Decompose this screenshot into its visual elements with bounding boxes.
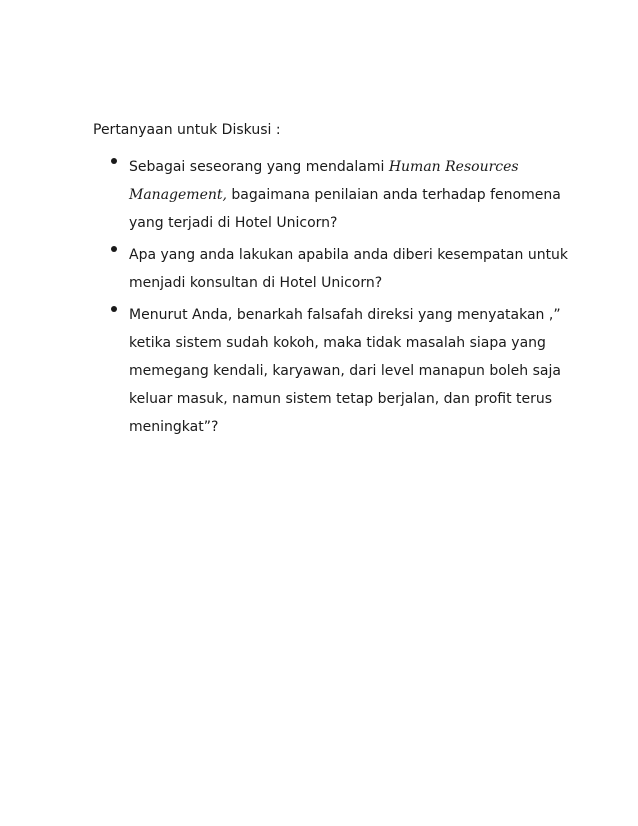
question-1-italic-b: Management, (129, 187, 227, 203)
question-3-line-4: keluar masuk, namun sistem tetap berjalan, dan profit terus (129, 391, 553, 407)
question-item-2 (93, 236, 569, 302)
bullet-icon (111, 158, 117, 164)
question-2-line-2: menjadi konsultan di Hotel Unicorn? (129, 275, 383, 291)
question-2-line-1: Apa yang anda lakukan apabila anda diberi kesempatan untuk (129, 247, 569, 263)
question-3-line-1: Menurut Anda, benarkah falsafah direksi yang menyatakan ,” (129, 307, 561, 323)
question-item-3 (93, 296, 563, 446)
discussion-heading: Pertanyaan untuk Diskusi : (93, 122, 281, 138)
bullet-icon (111, 306, 117, 312)
question-1-text-b: bagaimana penilaian anda terhadap fenomena (226, 187, 561, 203)
question-item-1 (93, 148, 563, 242)
question-list (93, 158, 569, 450)
question-3-line-5: meningkat”? (129, 419, 219, 435)
question-3-line-3: memegang kendali, karyawan, dari level manapun boleh saja (129, 363, 561, 379)
bullet-icon (111, 246, 117, 252)
question-3-line-2: ketika sistem sudah kokoh, maka tidak masalah siapa yang (129, 335, 546, 351)
question-1-italic-a: Human Resources (388, 159, 519, 175)
question-1-line-3: yang terjadi di Hotel Unicorn? (129, 215, 338, 231)
question-1-text-a: Sebagai seseorang yang mendalami (129, 159, 389, 175)
